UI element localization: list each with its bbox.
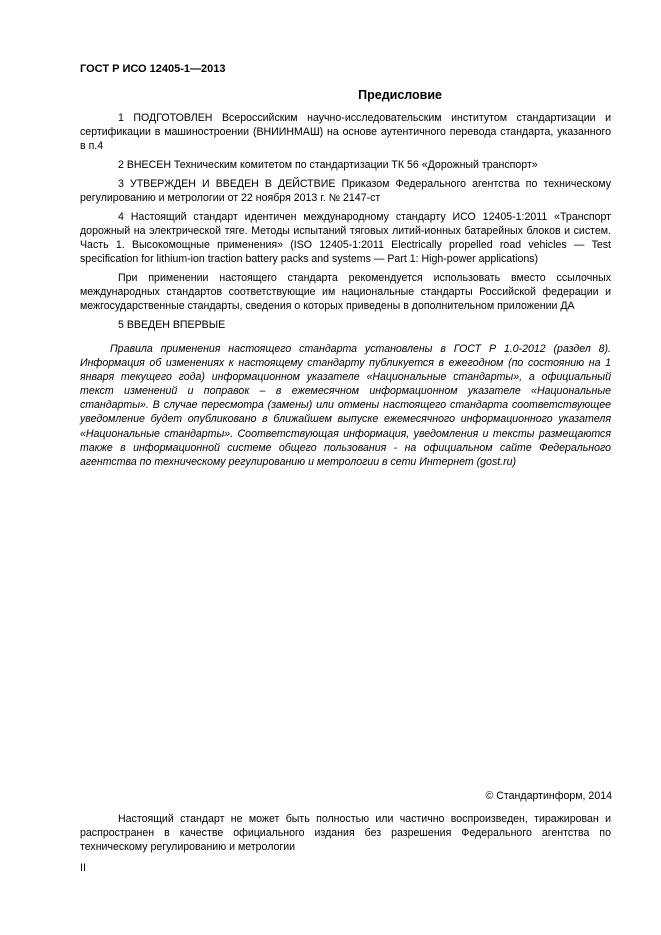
preface-body <box>80 111 611 337</box>
page-number: II <box>80 862 86 874</box>
title-text: Предисловие <box>358 88 442 102</box>
standard-code: ГОСТ Р ИСО 12405-1—2013 <box>80 63 226 75</box>
paragraph-introduced: 2 ВНЕСЕН Техническим комитетом по стандартизации ТК 56 «Дорожный транспорт» <box>118 159 538 171</box>
reproduction-notice: Настоящий стандарт не может быть полностью или частично воспроизведен, тиражирован и распространен в качестве официального издания без разрешения Федерального агентства по техническому регулированию и метрологии <box>80 813 611 853</box>
paragraph-first-introduced: 5 ВВЕДЕН ВПЕРВЫЕ <box>118 319 226 331</box>
paragraph-approved: 3 УТВЕРЖДЕН И ВВЕДЕН В ДЕЙСТВИЕ Приказом Федерального агентства по техническому регулированию и метрологии от 22 ноября 2013 г. № 2147-ст <box>80 178 611 204</box>
paragraph-prepared: 1 ПОДГОТОВЛЕН Всероссийским научно-исследовательским институтом стандартизации и сертификации в машиностроении (ВНИИНМАШ) на основе аутентичного перевода стандарта, указанного в п.4 <box>80 112 611 152</box>
rules-note: Правила применения настоящего стандарта установлены в ГОСТ Р 1.0-2012 (раздел 8). Информация об изменениях к настоящему стандарту публикуется в ежегодном (по состоянию на 1 января текущего года) информационном указателе «Национальные стандарты», а официальный текст изменений и поправок – в ежемесячном информационном указателе «Национальные стандарты». В случае пересмотра (замены) или отмены настоящего стандарта соответствующее уведомление будет опубликовано в ближайшем выпуске ежемесячного информационного указателя «Национальные стандарты». Соответствующая информация, уведомления и тексты размещаются также в информационной системе общего пользования - на официальном сайте Федерального агентства по техническому регулированию и метрологии в сети Интернет (gost.ru) <box>80 343 611 468</box>
page-title <box>80 88 620 102</box>
paragraph-application: При применении настоящего стандарта рекомендуется использовать вместо ссылочных международных стандартов соответствующие им национальные стандарты Российской федерации и межгосударственные стандарты, сведения о которых приведены в дополнительном приложении ДА <box>80 272 611 312</box>
paragraph-identical: 4 Настоящий стандарт идентичен международному стандарту ИСО 12405-1:2011 «Транспорт дорожный на электрической тяге. Методы испытаний тяговых литий-ионных батарейных блоков и систем. Часть 1. Высокомощные применения» (ISO 12405-1:2011 Electrically propelled road vehicles — Test specification for lithium-ion traction battery packs and systems — Part 1: High-power applications) <box>80 211 611 265</box>
copyright: © Стандартинформ, 2014 <box>485 790 612 802</box>
